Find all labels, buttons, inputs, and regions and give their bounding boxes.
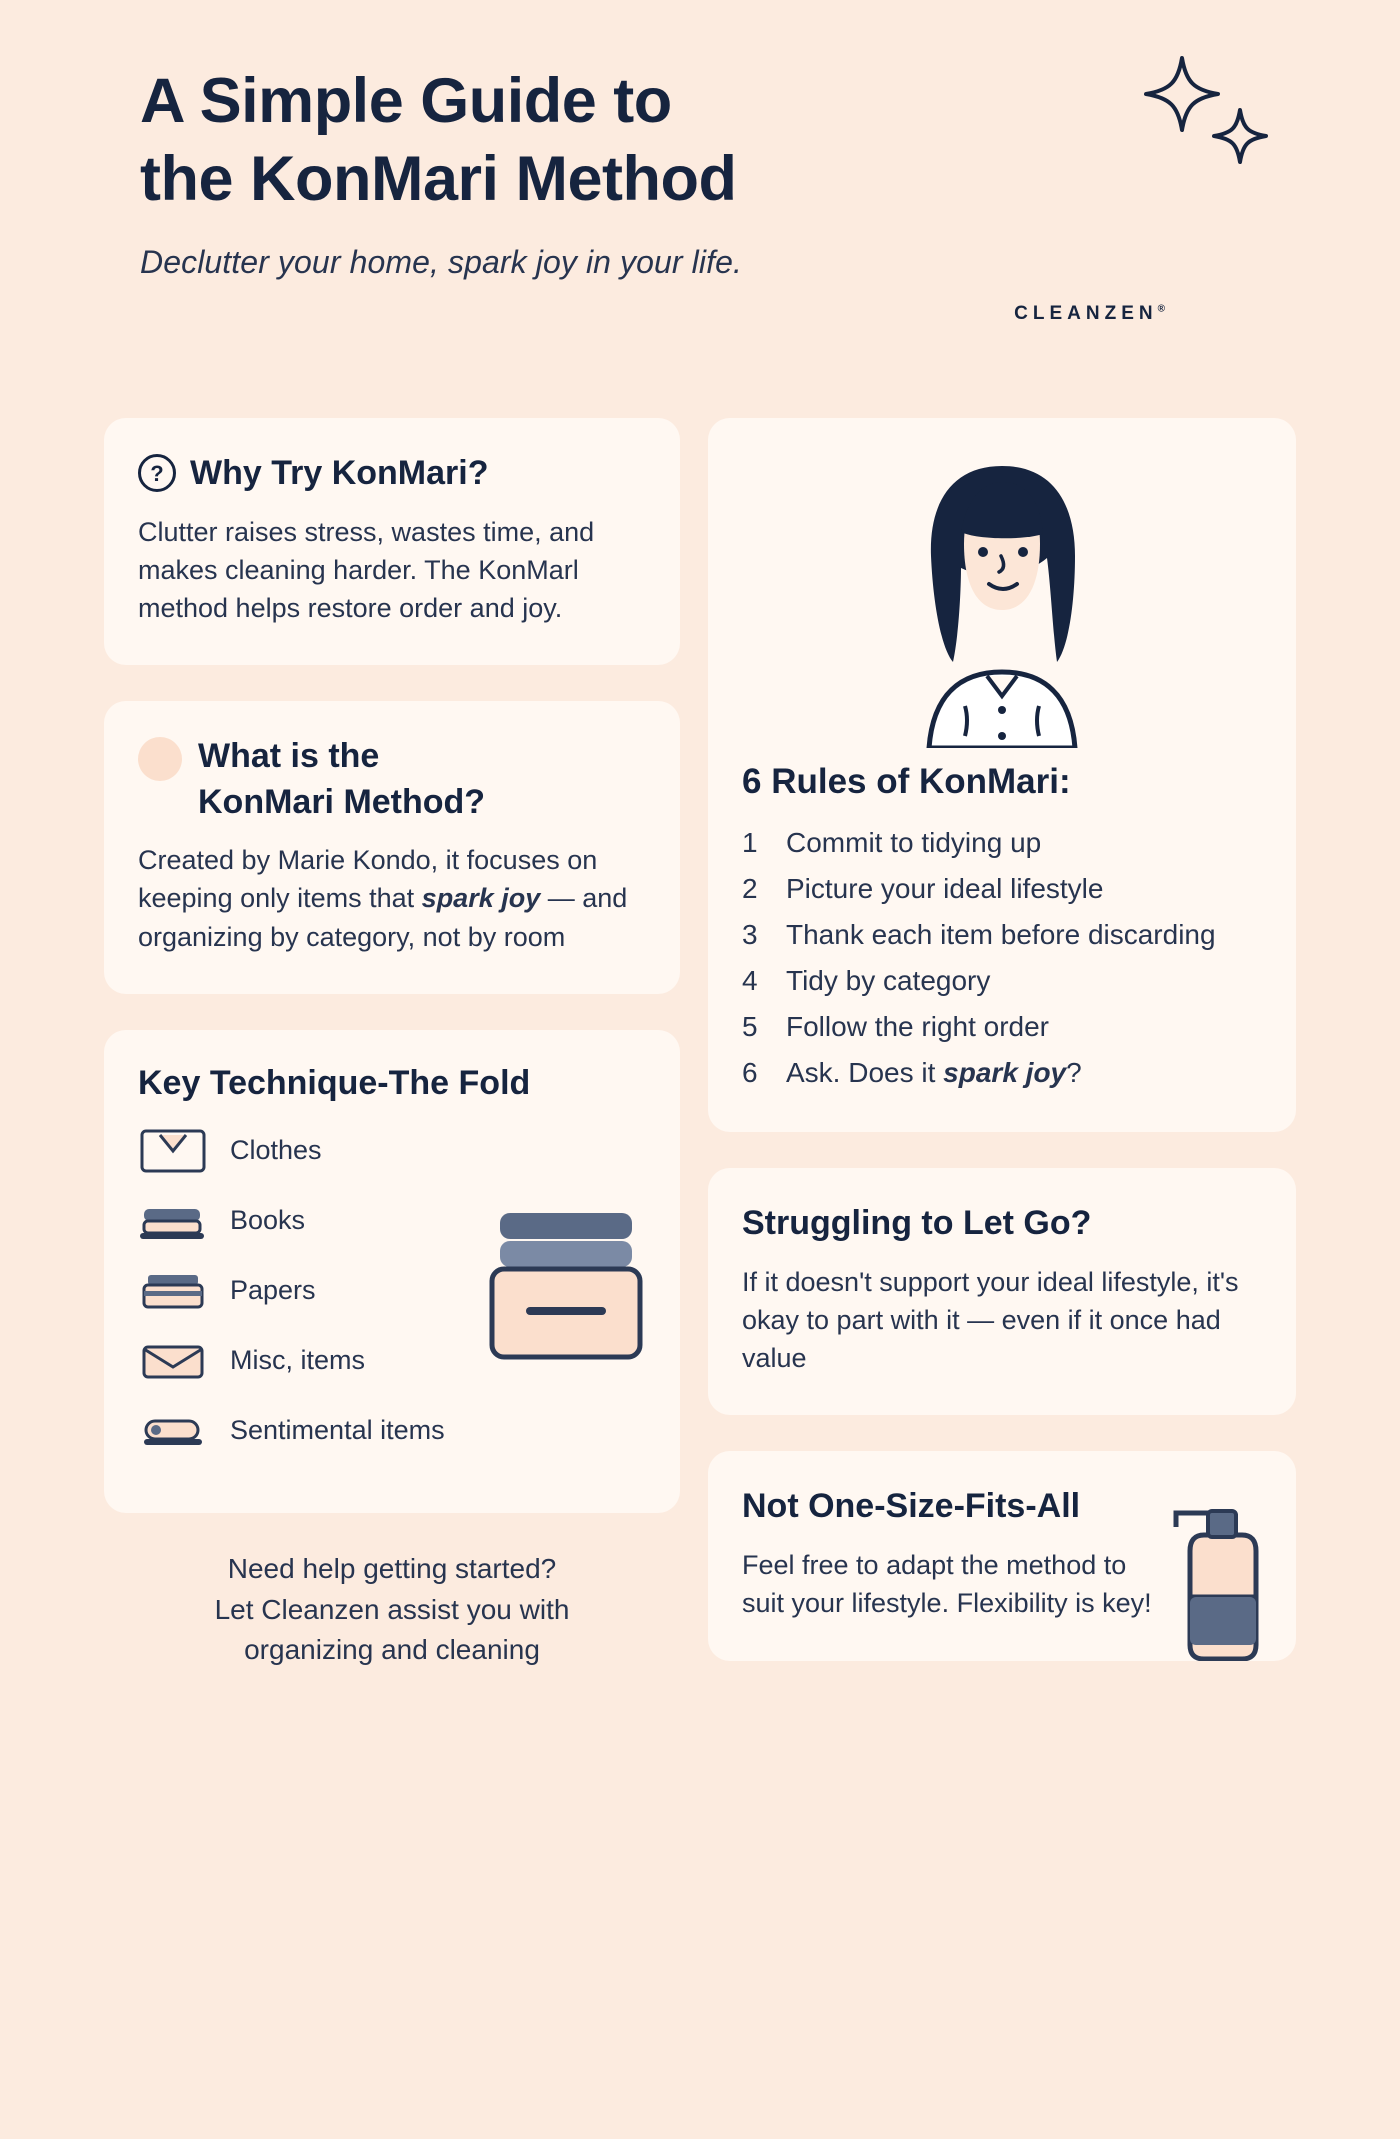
woman-illustration — [837, 448, 1167, 748]
title-line-2: the KonMari Method — [140, 144, 737, 215]
card-why-title-row — [138, 452, 646, 495]
list-item — [742, 1052, 1262, 1094]
rule-text-emphasis: spark joy — [943, 1057, 1067, 1088]
card-what-title-row — [138, 735, 646, 823]
rule-text-pre: Ask. Does it — [786, 1057, 944, 1088]
brand-name: CLEANZEN — [1014, 303, 1158, 325]
fold-item-label: Papers — [230, 1275, 316, 1306]
footer-note — [104, 1549, 680, 1671]
papers-icon — [138, 1265, 210, 1317]
folded-clothes-stack-icon — [486, 1125, 646, 1475]
list-item — [138, 1335, 476, 1387]
page-title — [140, 62, 1040, 218]
sparkle-icon — [1140, 48, 1280, 188]
footer-line-1: Need help getting started? — [227, 1552, 557, 1584]
rule-number: 5 — [742, 1011, 758, 1042]
keepsake-icon — [138, 1405, 210, 1457]
rule-number: 1 — [742, 827, 758, 858]
card-what-body-post: — and organizing by category, not by room — [138, 883, 628, 952]
circle-bullet-icon — [138, 737, 182, 781]
tshirt-icon — [138, 1125, 210, 1177]
card-what-body-pre: Created by Marie Kondo, it focuses on keeping only items that — [138, 845, 598, 914]
page-subtitle: Declutter your home, spark joy in your life. — [140, 244, 742, 281]
right-column — [708, 418, 1296, 1697]
books-icon — [138, 1195, 210, 1247]
brand-logo — [140, 303, 1270, 325]
card-rules-of-konmari — [708, 418, 1296, 1132]
card-struggling-body: If it doesn't support your ideal lifestyle, it's okay to part with it — even if it once had value — [742, 1266, 1239, 1374]
list-item — [138, 1125, 476, 1177]
card-what-title-line-2: KonMari Method? — [198, 782, 486, 821]
rule-text — [786, 1052, 1082, 1094]
rule-text: Picture your ideal lifestyle — [786, 873, 1104, 904]
list-item — [138, 1265, 476, 1317]
card-why-title: Why Try KonMari? — [190, 454, 489, 492]
fold-item-label: Misc, items — [230, 1345, 365, 1376]
fold-item-label: Sentimental items — [230, 1415, 445, 1446]
card-what-title-line-1: What is the — [198, 737, 380, 776]
fold-item-label: Clothes — [230, 1135, 322, 1166]
card-what-body — [138, 841, 646, 956]
header — [0, 0, 1400, 325]
rules-title: 6 Rules of KonMari: — [742, 762, 1071, 801]
list-item — [742, 822, 1262, 864]
brand-registered-mark: ® — [1157, 303, 1165, 315]
rule-number: 3 — [742, 919, 758, 950]
card-what-is-konmari — [104, 701, 680, 994]
rule-number: 4 — [742, 965, 758, 996]
rule-text: Commit to tidying up — [786, 827, 1042, 858]
card-fold-title: Key Technique-The Fold — [138, 1063, 531, 1102]
list-item — [138, 1405, 476, 1457]
list-item — [742, 914, 1262, 956]
left-column — [104, 418, 680, 1671]
rule-text: Thank each item before discarding — [786, 919, 1216, 950]
spray-bottle-icon — [1158, 1487, 1278, 1661]
title-line-1: A Simple Guide to — [140, 66, 672, 136]
rule-number: 6 — [742, 1057, 758, 1088]
list-item — [742, 960, 1262, 1002]
rule-text: Follow the right order — [786, 1011, 1050, 1042]
card-struggling-title: Struggling to Let Go? — [742, 1204, 1092, 1242]
card-why-try-konmari — [104, 418, 680, 665]
fold-item-label: Books — [230, 1205, 306, 1236]
question-mark-icon: ? — [138, 454, 176, 492]
rules-list — [742, 822, 1262, 1094]
footer-line-3: organizing and cleaning — [244, 1634, 540, 1666]
rule-number: 2 — [742, 873, 758, 904]
person-illustration-wrap — [742, 448, 1262, 748]
footer-line-2: Let Cleanzen assist you with — [214, 1593, 570, 1625]
list-item — [742, 868, 1262, 910]
card-notonesize-body: Feel free to adapt the method to suit your lifestyle. Flexibility is key! — [742, 1549, 1152, 1619]
list-item — [138, 1195, 476, 1247]
card-not-one-size-fits-all — [708, 1451, 1296, 1660]
fold-content — [138, 1125, 646, 1475]
card-struggling-to-let-go — [708, 1168, 1296, 1415]
list-item — [742, 1006, 1262, 1048]
rule-text-post: ? — [1066, 1057, 1082, 1088]
rule-text: Tidy by category — [786, 965, 991, 996]
card-what-body-emphasis: spark joy — [421, 883, 541, 914]
fold-category-list — [138, 1125, 476, 1475]
card-why-body: Clutter raises stress, wastes time, and makes cleaning harder. The KonMarl method helps restore order and joy. — [138, 516, 595, 624]
envelope-icon — [138, 1335, 210, 1387]
card-notonesize-title: Not One-Size-Fits-All — [742, 1487, 1081, 1526]
card-key-technique-fold — [104, 1030, 680, 1513]
